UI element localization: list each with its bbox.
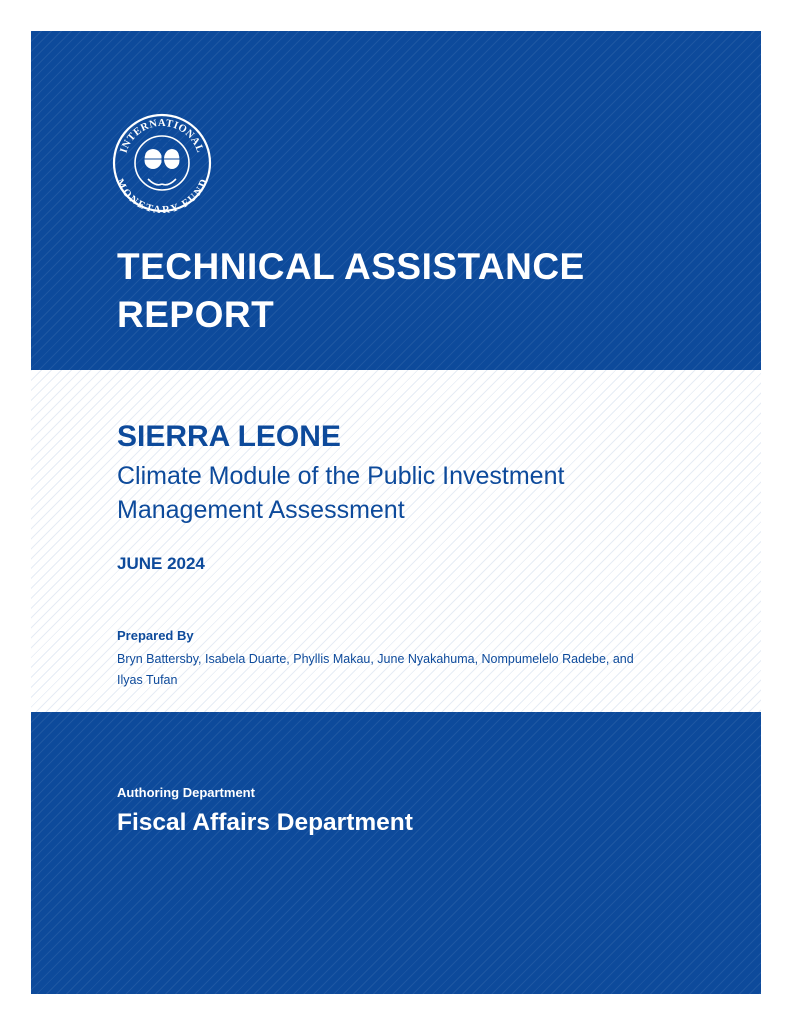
seal-text-bottom: MONETARY FUND [113, 177, 211, 213]
cover-top-band [31, 31, 761, 370]
imf-seal-icon [112, 113, 212, 213]
authoring-department-name: Fiscal Affairs Department [117, 809, 413, 836]
report-date: JUNE 2024 [117, 554, 205, 573]
prepared-by-label: Prepared By [117, 628, 194, 643]
authoring-department-label: Authoring Department [117, 785, 255, 800]
authors-list [117, 649, 727, 691]
subtitle-line2: Management Assessment [117, 496, 405, 524]
report-type-line2: REPORT [117, 294, 275, 335]
report-cover [31, 31, 761, 994]
report-type-line1: TECHNICAL ASSISTANCE [117, 246, 585, 287]
seal-text-top: INTERNATIONAL [118, 117, 206, 155]
authors-line2: Ilyas Tufan [117, 673, 178, 687]
report-subtitle [117, 459, 677, 527]
country-title: SIERRA LEONE [117, 420, 341, 453]
authors-line1: Bryn Battersby, Isabela Duarte, Phyllis Makau, June Nyakahuma, Nompumelelo Radebe, and [117, 652, 634, 666]
report-type-title [117, 243, 737, 339]
cover-bottom-band [31, 712, 761, 994]
subtitle-line1: Climate Module of the Public Investment [117, 462, 565, 490]
